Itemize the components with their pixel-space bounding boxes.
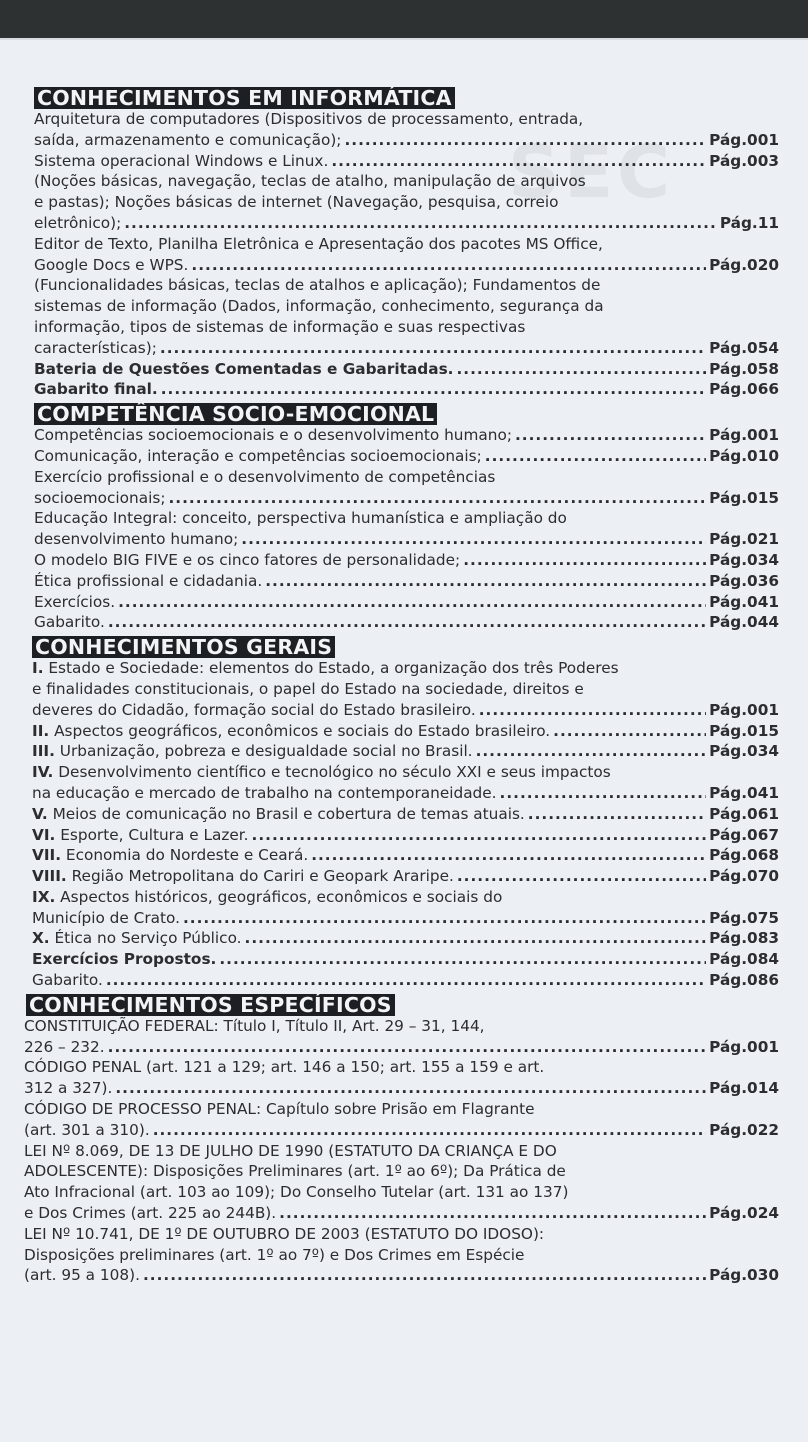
page-number: Pág.066 xyxy=(709,380,779,399)
entry-text: Estado e Sociedade: elementos do Estado, a organização dos três Poderes xyxy=(48,659,619,678)
entry-last-line xyxy=(32,700,779,721)
entry-last-line xyxy=(34,488,779,509)
entry-last-line xyxy=(34,359,779,380)
toc-entry xyxy=(32,721,779,742)
entry-text: Economia do Nordeste e Ceará. xyxy=(65,846,309,865)
item-number: V. xyxy=(32,804,48,823)
page-number: Pág.068 xyxy=(709,846,779,865)
entry-last-line xyxy=(32,825,779,846)
dot-leader xyxy=(252,825,707,846)
entry-text-wrap xyxy=(34,550,460,571)
page-number: Pág.001 xyxy=(709,426,779,445)
entry-last-line xyxy=(34,130,779,151)
entry-text-line xyxy=(34,275,779,296)
entry-last-line xyxy=(34,151,779,172)
toc-entry xyxy=(34,275,779,358)
toc-entry xyxy=(34,151,779,172)
entry-text: na educação e mercado de trabalho na contemporaneidade. xyxy=(32,783,497,802)
toc-entry xyxy=(34,612,779,633)
entry-last-line xyxy=(34,571,779,592)
item-number: VI. xyxy=(32,825,56,844)
entry-text: ADOLESCENTE): Disposições Preliminares (art. 1º ao 6º); Da Prática de xyxy=(24,1162,566,1181)
entry-text-line xyxy=(32,887,779,908)
entry-text: Disposições preliminares (art. 1º ao 7º) e Dos Crimes em Espécie xyxy=(24,1245,525,1264)
toc-entry xyxy=(32,762,779,804)
entry-text-line xyxy=(24,1057,779,1078)
page-number: Pág.083 xyxy=(709,929,779,948)
table-of-contents xyxy=(24,84,779,1286)
page-number: Pág.034 xyxy=(709,742,779,761)
entry-text: (art. 301 a 310). xyxy=(24,1120,150,1139)
toc-entry xyxy=(32,825,779,846)
dot-leader xyxy=(265,571,706,592)
toc-entry xyxy=(34,359,779,380)
entry-text-line xyxy=(34,467,779,488)
entry-text-wrap xyxy=(34,488,165,509)
page-number: Pág.021 xyxy=(709,530,779,549)
page-number: Pág.001 xyxy=(709,1037,779,1056)
entry-text-wrap xyxy=(32,783,497,804)
dot-leader xyxy=(553,721,706,742)
page-number: Pág.015 xyxy=(709,721,779,740)
dot-leader xyxy=(143,1265,706,1286)
entry-last-line xyxy=(24,1078,779,1099)
entry-text: Município de Crato. xyxy=(32,908,180,927)
toc-entry xyxy=(24,1016,779,1058)
entry-text: (Noções básicas, navegação, teclas de atalho, manipulação de arquivos xyxy=(34,172,586,191)
dot-leader xyxy=(485,446,706,467)
toc-entry xyxy=(24,1057,779,1099)
page-number: Pág.015 xyxy=(709,488,779,507)
entry-text-line xyxy=(24,1161,779,1182)
item-number: VIII. xyxy=(32,867,67,886)
entry-text: LEI Nº 8.069, DE 13 DE JULHO DE 1990 (ESTATUTO DA CRIANÇA E DO xyxy=(24,1141,557,1160)
entry-text-wrap xyxy=(32,700,476,721)
entry-text-line xyxy=(24,1182,779,1203)
entry-last-line xyxy=(32,970,779,991)
entry-text: Gabarito. xyxy=(34,613,105,632)
toc-entry xyxy=(32,866,779,887)
dot-leader xyxy=(153,1120,706,1141)
entry-last-line xyxy=(32,949,779,970)
entry-text: Educação Integral: conceito, perspectiva humanística e ampliação do xyxy=(34,509,567,528)
page-number: Pág.034 xyxy=(709,550,779,569)
page-number: Pág.001 xyxy=(709,700,779,719)
entry-last-line xyxy=(34,529,779,550)
entry-text: e Dos Crimes (art. 225 ao 244B). xyxy=(24,1204,277,1223)
dot-leader xyxy=(344,130,706,151)
entry-text: Exercícios Propostos. xyxy=(32,950,217,969)
dot-leader xyxy=(124,213,717,234)
toc-entry xyxy=(32,949,779,970)
entry-text-wrap xyxy=(24,1265,140,1286)
page-number: Pág.086 xyxy=(709,971,779,990)
page-number: Pág.11 xyxy=(719,213,779,232)
page-number: Pág.022 xyxy=(709,1120,779,1139)
entry-text: (Funcionalidades básicas, teclas de atalhos e aplicação); Fundamentos de xyxy=(34,276,601,295)
entry-last-line xyxy=(32,928,779,949)
entry-text: 226 – 232. xyxy=(24,1037,105,1056)
entry-text: O modelo BIG FIVE e os cinco fatores de personalidade; xyxy=(34,550,461,569)
page-number: Pág.084 xyxy=(709,950,779,969)
item-number: X. xyxy=(32,929,50,948)
entry-last-line xyxy=(24,1265,779,1286)
item-number: III. xyxy=(32,742,55,761)
entry-text: Bateria de Questões Comentadas e Gabaritadas. xyxy=(34,359,454,378)
entry-last-line xyxy=(34,612,779,633)
dot-leader xyxy=(463,550,706,571)
entry-last-line xyxy=(34,213,779,234)
entry-text-wrap xyxy=(32,908,180,929)
entry-text: Aspectos geográficos, econômicos e sociais do Estado brasileiro. xyxy=(54,721,551,740)
entry-text-wrap xyxy=(32,949,216,970)
toc-section xyxy=(34,400,779,633)
toc-entry xyxy=(32,928,779,949)
entry-text: CONSTITUIÇÃO FEDERAL: Título I, Título II, Art. 29 – 31, 144, xyxy=(24,1016,485,1035)
toc-section xyxy=(32,633,779,991)
entry-text: Gabarito final. xyxy=(34,380,158,399)
entry-last-line xyxy=(32,866,779,887)
entry-text-wrap xyxy=(24,1037,105,1058)
photo-background-top xyxy=(0,0,808,40)
entry-text: Ato Infracional (art. 103 ao 109); Do Conselho Tutelar (art. 131 ao 137) xyxy=(24,1183,569,1202)
toc-entry xyxy=(24,1099,779,1141)
page-number: Pág.044 xyxy=(709,613,779,632)
toc-entry xyxy=(32,970,779,991)
entry-text: sistemas de informação (Dados, informação, conhecimento, segurança da xyxy=(34,297,604,316)
entry-text: deveres do Cidadão, formação social do Estado brasileiro. xyxy=(32,700,476,719)
page-number: Pág.020 xyxy=(709,255,779,274)
page-number: Pág.030 xyxy=(709,1266,779,1285)
dot-leader xyxy=(515,425,706,446)
entry-text-line xyxy=(34,234,779,255)
entry-text: Urbanização, pobreza e desigualdade social no Brasil. xyxy=(59,742,473,761)
dot-leader xyxy=(528,804,706,825)
entry-text: Arquitetura de computadores (Dispositivos de processamento, entrada, xyxy=(34,110,584,128)
entry-text-wrap xyxy=(34,338,157,359)
entry-last-line xyxy=(32,845,779,866)
entry-text: (art. 95 a 108). xyxy=(24,1266,140,1285)
entry-last-line xyxy=(34,425,779,446)
entry-text-line xyxy=(34,171,779,192)
entry-text: características); xyxy=(34,338,157,357)
entry-text-line xyxy=(32,762,779,783)
entry-text-line xyxy=(34,508,779,529)
entry-text-wrap xyxy=(32,741,473,762)
entry-text-line xyxy=(32,658,779,679)
entry-text: e finalidades constitucionais, o papel do Estado na sociedade, direitos e xyxy=(32,679,584,698)
entry-text-line xyxy=(24,1224,779,1245)
entry-text-line xyxy=(34,317,779,338)
entry-text-line xyxy=(24,1016,779,1037)
entry-text: CÓDIGO PENAL (art. 121 a 129; art. 146 a 150; art. 155 a 159 e art. xyxy=(24,1058,545,1077)
dot-leader xyxy=(108,612,706,633)
entry-last-line xyxy=(34,379,779,400)
entry-text: Região Metropolitana do Cariri e Geopark Araripe. xyxy=(71,867,454,886)
toc-entry xyxy=(34,446,779,467)
item-number: IV. xyxy=(32,763,54,782)
dot-leader xyxy=(245,928,707,949)
entry-text-wrap xyxy=(34,425,512,446)
section-heading: CONHECIMENTOS EM INFORMÁTICA xyxy=(34,87,455,109)
entry-text-line xyxy=(34,192,779,213)
dot-leader xyxy=(479,700,706,721)
entry-text-wrap xyxy=(34,151,328,172)
entry-text-wrap xyxy=(32,845,308,866)
entry-text-wrap xyxy=(34,446,482,467)
toc-entry xyxy=(32,741,779,762)
toc-entry xyxy=(24,1141,779,1224)
dot-leader xyxy=(183,908,706,929)
dot-leader xyxy=(457,359,707,380)
entry-text: informação, tipos de sistemas de informação e suas respectivas xyxy=(34,317,526,336)
toc-entry xyxy=(32,845,779,866)
page-number: Pág.003 xyxy=(709,151,779,170)
entry-text: saída, armazenamento e comunicação); xyxy=(34,130,342,149)
toc-entry xyxy=(34,379,779,400)
page-number: Pág.070 xyxy=(709,867,779,886)
section-heading: CONHECIMENTOS ESPECÍFICOS xyxy=(26,994,395,1016)
entry-last-line xyxy=(32,721,779,742)
entry-text-line xyxy=(24,1245,779,1266)
page-number: Pág.041 xyxy=(709,592,779,611)
item-number: I. xyxy=(32,659,44,678)
entry-text-wrap xyxy=(34,255,188,276)
toc-entry xyxy=(24,1224,779,1286)
dot-leader xyxy=(160,338,706,359)
entry-text-wrap xyxy=(24,1120,150,1141)
dot-leader xyxy=(191,255,706,276)
entry-text: Google Docs e WPS. xyxy=(34,255,189,274)
dot-leader xyxy=(108,1037,707,1058)
toc-entry xyxy=(34,571,779,592)
entry-text-wrap xyxy=(34,379,158,400)
entry-text-wrap xyxy=(34,592,115,613)
page-number: Pág.024 xyxy=(709,1204,779,1223)
dot-leader xyxy=(241,529,706,550)
entry-text-wrap xyxy=(34,130,341,151)
entry-last-line xyxy=(32,804,779,825)
entry-last-line xyxy=(34,550,779,571)
toc-entry xyxy=(32,887,779,929)
toc-entry xyxy=(34,550,779,571)
entry-text: Editor de Texto, Planilha Eletrônica e Apresentação dos pacotes MS Office, xyxy=(34,234,603,253)
entry-last-line xyxy=(32,908,779,929)
entry-text: Comunicação, interação e competências socioemocionais; xyxy=(34,446,482,465)
toc-entry xyxy=(32,658,779,720)
entry-text: Competências socioemocionais e o desenvolvimento humano; xyxy=(34,426,512,445)
dot-leader xyxy=(115,1078,706,1099)
entry-text-wrap xyxy=(32,804,525,825)
dot-leader xyxy=(106,970,706,991)
toc-entry xyxy=(34,467,779,509)
entry-last-line xyxy=(34,592,779,613)
dot-leader xyxy=(331,151,706,172)
entry-text-line xyxy=(34,109,779,130)
entry-text: e pastas); Noções básicas de internet (Navegação, pesquisa, correio xyxy=(34,193,559,212)
entry-text: Meios de comunicação no Brasil e cobertura de temas atuais. xyxy=(52,804,525,823)
dot-leader xyxy=(219,949,706,970)
entry-text-wrap xyxy=(34,529,238,550)
dot-leader xyxy=(279,1203,706,1224)
entry-text-wrap xyxy=(32,866,454,887)
toc-entry xyxy=(34,234,779,276)
toc-section xyxy=(24,991,779,1286)
item-number: VII. xyxy=(32,846,62,865)
entry-text: LEI Nº 10.741, DE 1º DE OUTUBRO DE 2003 (ESTATUTO DO IDOSO): xyxy=(24,1224,545,1243)
entry-text: Gabarito. xyxy=(32,971,103,990)
entry-text-line xyxy=(24,1099,779,1120)
toc-entry xyxy=(34,508,779,550)
dot-leader xyxy=(500,783,707,804)
page-number: Pág.014 xyxy=(709,1079,779,1098)
toc-entry xyxy=(32,804,779,825)
entry-text-wrap xyxy=(34,571,262,592)
entry-text-wrap xyxy=(34,612,105,633)
page-number: Pág.067 xyxy=(709,825,779,844)
entry-text-wrap xyxy=(32,970,103,991)
page-number: Pág.075 xyxy=(709,908,779,927)
entry-text: eletrônico); xyxy=(34,213,122,232)
entry-text-wrap xyxy=(34,359,454,380)
entry-text-line xyxy=(24,1141,779,1162)
page-number: Pág.058 xyxy=(709,359,779,378)
toc-section xyxy=(34,84,779,400)
page-number: Pág.054 xyxy=(709,338,779,357)
dot-leader xyxy=(161,379,706,400)
entry-text: Sistema operacional Windows e Linux. xyxy=(34,151,329,170)
entry-text: 312 a 327). xyxy=(24,1079,113,1098)
page-number: Pág.041 xyxy=(709,783,779,802)
page-number: Pág.036 xyxy=(709,571,779,590)
dot-leader xyxy=(118,592,706,613)
entry-text: Aspectos históricos, geográficos, econômicos e sociais do xyxy=(60,887,503,906)
entry-last-line xyxy=(24,1037,779,1058)
entry-text-wrap xyxy=(24,1203,276,1224)
entry-text: Exercício profissional e o desenvolvimento de competências xyxy=(34,467,496,486)
entry-last-line xyxy=(24,1120,779,1141)
toc-entry xyxy=(34,592,779,613)
entry-text: CÓDIGO DE PROCESSO PENAL: Capítulo sobre Prisão em Flagrante xyxy=(24,1100,535,1119)
dot-leader xyxy=(476,741,707,762)
watermark: SEC xyxy=(508,130,674,214)
entry-last-line xyxy=(24,1203,779,1224)
entry-text: Ética no Serviço Público. xyxy=(54,929,242,948)
entry-text-wrap xyxy=(32,721,550,742)
section-heading: CONHECIMENTOS GERAIS xyxy=(32,636,335,658)
toc-entry xyxy=(34,171,779,233)
page-number: Pág.061 xyxy=(709,804,779,823)
entry-text-wrap xyxy=(32,928,242,949)
entry-text-line xyxy=(34,296,779,317)
entry-last-line xyxy=(34,338,779,359)
entry-text-wrap xyxy=(24,1078,112,1099)
item-number: IX. xyxy=(32,887,56,906)
entry-last-line xyxy=(34,446,779,467)
item-number: II. xyxy=(32,721,50,740)
entry-text: Esporte, Cultura e Lazer. xyxy=(60,825,249,844)
entry-text-line xyxy=(32,679,779,700)
entry-text: desenvolvimento humano; xyxy=(34,530,239,549)
toc-entry xyxy=(34,109,779,151)
entry-text: Ética profissional e cidadania. xyxy=(34,571,263,590)
section-heading: COMPETÊNCIA SOCIO-EMOCIONAL xyxy=(34,403,437,425)
dot-leader xyxy=(168,488,706,509)
entry-last-line xyxy=(32,741,779,762)
entry-last-line xyxy=(32,783,779,804)
entry-text: Exercícios. xyxy=(34,592,116,611)
dot-leader xyxy=(457,866,706,887)
entry-text-wrap xyxy=(34,213,121,234)
entry-text: socioemocionais; xyxy=(34,488,166,507)
entry-text-wrap xyxy=(32,825,249,846)
toc-entry xyxy=(34,425,779,446)
dot-leader xyxy=(311,845,706,866)
page-number: Pág.001 xyxy=(709,130,779,149)
entry-last-line xyxy=(34,255,779,276)
entry-text: Desenvolvimento científico e tecnológico no século XXI e seus impactos xyxy=(58,763,611,782)
page-number: Pág.010 xyxy=(709,446,779,465)
